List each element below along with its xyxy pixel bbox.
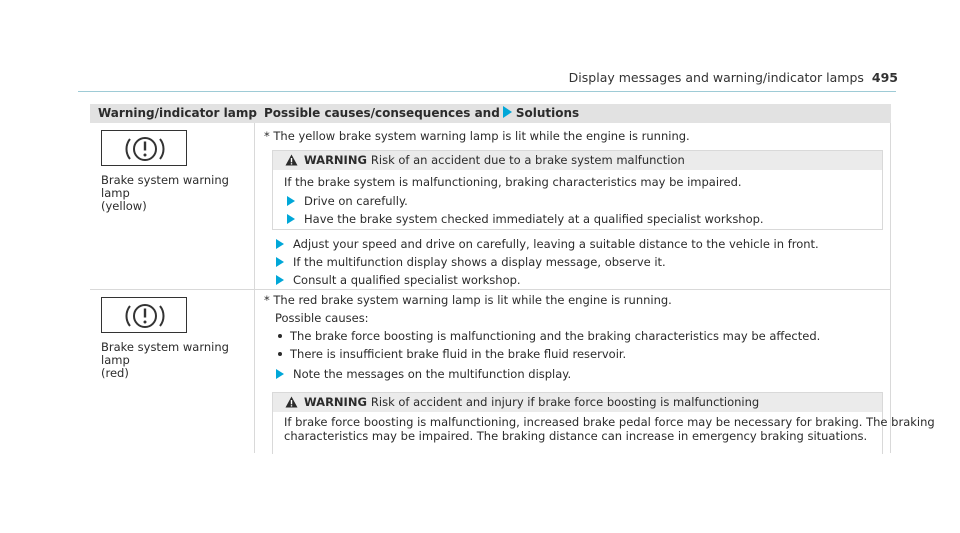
row1-step: If the multifunction display shows a display message, observe it.	[276, 255, 666, 269]
row1-step: Consult a qualified specialist workshop.	[276, 273, 521, 287]
table-header	[90, 104, 891, 123]
header-rule	[78, 91, 896, 92]
cause-item: There is insufficient brake fluid in the brake fluid reservoir.	[278, 347, 626, 361]
warning-triangle-icon	[285, 396, 298, 408]
row2-step: Note the messages on the multifunction display.	[276, 367, 571, 381]
page-number: 495	[871, 70, 898, 85]
warning-box	[272, 392, 935, 454]
lamp-label-yellow: Brake system warning lamp (yellow)	[101, 173, 229, 213]
warning-header: WARNING Risk of an accident due to a brake system malfunction	[273, 151, 882, 170]
row-divider	[90, 289, 891, 290]
brake-warning-icon	[101, 130, 187, 166]
column-divider	[254, 123, 255, 453]
header-title: Display messages and warning/indicator lamps	[568, 70, 864, 85]
lamp-table	[90, 104, 935, 453]
lamp-label-red: Brake system warning lamp (red)	[101, 340, 229, 380]
warning-step: Have the brake system checked immediately at a qualified specialist workshop.	[287, 212, 764, 226]
row2-intro: * The red brake system warning lamp is lit while the engine is running.	[264, 293, 672, 307]
cause-item: The brake force boosting is malfunctioning and the braking characteristics may be affected.	[278, 329, 820, 343]
col-header-causes: Possible causes/consequences and Solutions	[264, 106, 580, 120]
arrow-icon	[276, 239, 284, 249]
warning-triangle-icon	[285, 154, 298, 166]
warning-step: Drive on carefully.	[287, 194, 408, 208]
warning-body-line1: If brake force boosting is malfunctioning, increased brake pedal force may be necessary for braking. The braking	[284, 415, 935, 429]
arrow-icon	[276, 275, 284, 285]
warning-box	[272, 150, 883, 230]
warning-header: WARNING Risk of accident and injury if brake force boosting is malfunctioning	[273, 393, 882, 412]
arrow-icon	[503, 106, 512, 118]
row1-step: Adjust your speed and drive on carefully, leaving a suitable distance to the vehicle in front.	[276, 237, 819, 251]
arrow-icon	[287, 214, 295, 224]
page-header	[569, 70, 898, 85]
arrow-icon	[276, 369, 284, 379]
warning-body-line2: characteristics may be impaired. The braking distance can increase in emergency braking situations.	[284, 429, 868, 443]
arrow-icon	[287, 196, 295, 206]
warning-body: If the brake system is malfunctioning, braking characteristics may be impaired.	[284, 175, 742, 189]
arrow-icon	[276, 257, 284, 267]
col-header-lamp: Warning/indicator lamp	[98, 106, 257, 120]
brake-warning-icon	[101, 297, 187, 333]
row1-intro: * The yellow brake system warning lamp is lit while the engine is running.	[264, 129, 690, 143]
table-right-border	[890, 123, 891, 453]
causes-label: Possible causes:	[275, 311, 369, 325]
